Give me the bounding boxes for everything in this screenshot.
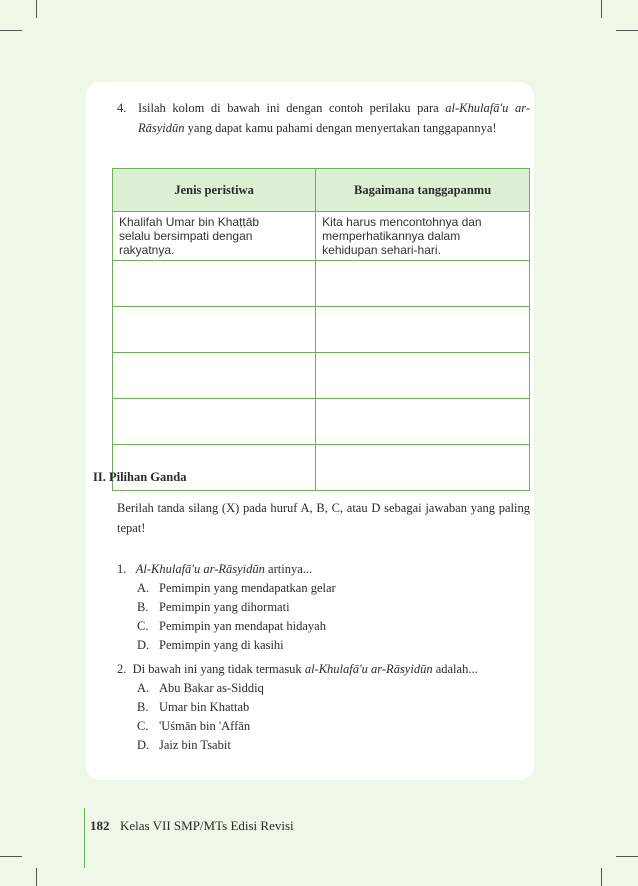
example-tanggapan-cell[interactable]: Kita harus mencontohnya dan memperhatikannya dalam kehidupan sehari-hari. <box>316 212 530 261</box>
header-jenis-peristiwa: Jenis peristiwa <box>113 169 316 212</box>
table-row <box>113 399 530 445</box>
table-row <box>113 353 530 399</box>
response-table <box>112 168 530 491</box>
empty-cell[interactable] <box>316 445 530 491</box>
question-text: Isilah kolom di bawah ini dengan contoh perilaku para al-Khulafā'u ar-Rāsyidūn yang dapat kamu pahami dengan menyertakan tanggapannya! <box>138 101 531 135</box>
empty-cell[interactable] <box>113 307 316 353</box>
option-b[interactable]: B. Umar bin Khattab <box>137 700 250 714</box>
crop-mark <box>36 0 37 18</box>
empty-cell[interactable] <box>316 399 530 445</box>
table-row <box>113 212 530 261</box>
crop-mark <box>36 868 37 886</box>
example-peristiwa-cell[interactable]: Khalifah Umar bin Khaṭṭāb selalu bersimpati dengan rakyatnya. <box>113 212 316 261</box>
question-line: 2. Di bawah ini yang tidak termasuk al-Khulafā'u ar-Rāsyidūn adalah... <box>117 662 478 676</box>
table-row <box>113 307 530 353</box>
crop-mark <box>616 30 638 31</box>
footer-divider <box>84 808 85 868</box>
empty-cell[interactable] <box>113 353 316 399</box>
section-title: II. Pilihan Ganda <box>93 470 187 484</box>
empty-cell[interactable] <box>316 261 530 307</box>
crop-mark <box>0 856 22 857</box>
crop-mark <box>616 856 638 857</box>
empty-cell[interactable] <box>316 353 530 399</box>
empty-cell[interactable] <box>113 261 316 307</box>
mcq-question-1 <box>117 560 336 655</box>
option-c[interactable]: C. 'Uśmān bin 'Affān <box>137 719 251 733</box>
table-row <box>113 261 530 307</box>
option-a[interactable]: A. Pemimpin yang mendapatkan gelar <box>137 581 336 595</box>
crop-mark <box>601 0 602 18</box>
question-number: 4. <box>117 101 127 115</box>
option-a[interactable]: A. Abu Bakar as-Siddiq <box>137 681 264 695</box>
question-line: 1. Al-Khulafā'u ar-Rāsyidūn artinya... <box>117 562 313 576</box>
crop-mark <box>601 868 602 886</box>
mcq-question-2 <box>117 660 478 755</box>
option-d[interactable]: D. Jaiz bin Tsabit <box>137 738 231 752</box>
crop-mark <box>0 30 22 31</box>
option-d[interactable]: D. Pemimpin yang di kasihi <box>137 638 284 652</box>
table-header-row <box>113 169 530 212</box>
empty-cell[interactable] <box>113 399 316 445</box>
page-number: 182 <box>90 818 110 833</box>
section-instruction: Berilah tanda silang (X) pada huruf A, B, C, atau D sebagai jawaban yang paling tepat! <box>117 501 530 535</box>
question-4 <box>117 98 530 138</box>
header-tanggapan: Bagaimana tanggapanmu <box>316 169 530 212</box>
empty-cell[interactable] <box>316 307 530 353</box>
option-b[interactable]: B. Pemimpin yang dihormati <box>137 600 290 614</box>
book-title: Kelas VII SMP/MTs Edisi Revisi <box>120 818 294 833</box>
option-c[interactable]: C. Pemimpin yan mendapat hidayah <box>137 619 326 633</box>
